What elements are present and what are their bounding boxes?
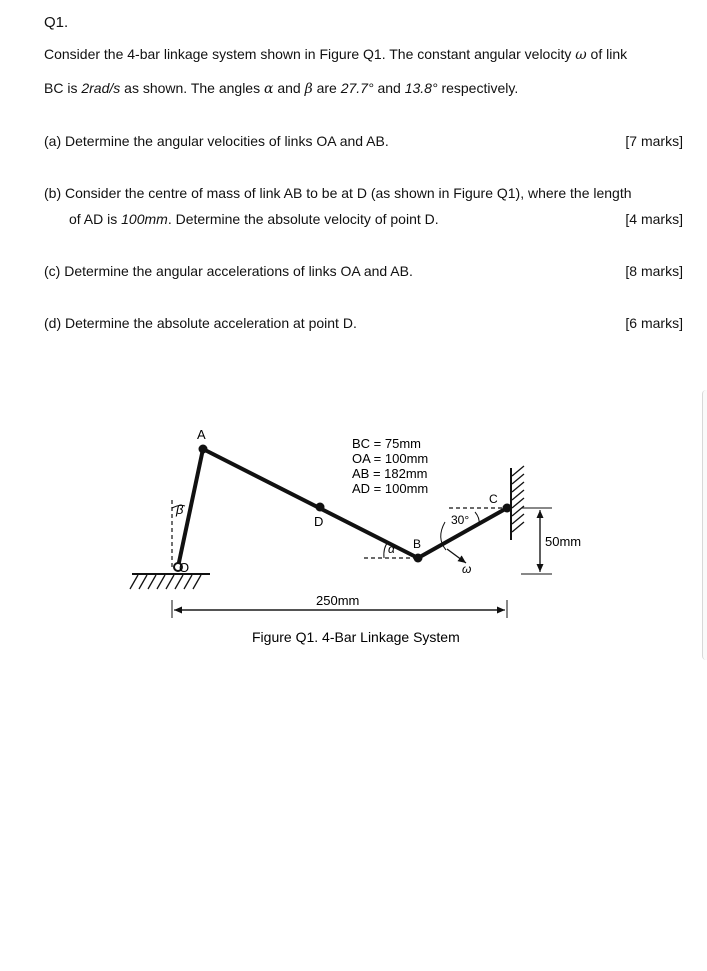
intro-text-2f: respectively. (437, 80, 519, 96)
intro-text-2c: and (273, 80, 305, 96)
part-b-text-2b: . Determine the absolute velocity of point D. (167, 211, 439, 227)
dim-ad: AD = 100mm (352, 481, 429, 496)
intro-text-2d: are (312, 80, 341, 96)
omega-arrow (447, 549, 466, 563)
horizontal-dim-label: 250mm (316, 593, 360, 608)
intro-text-2b: as shown. The angles (120, 80, 264, 96)
part-d-marks: [6 marks] (625, 315, 683, 331)
part-c-text: (c) Determine the angular accelerations of links OA and AB. (44, 263, 413, 279)
intro-text-1a: Consider the 4-bar linkage system shown in Figure Q1. The constant angular velocity (44, 46, 576, 62)
beta-label: β (176, 502, 184, 517)
angle-30-label: 30° (451, 513, 470, 527)
alpha-label: α (388, 542, 395, 556)
beta-symbol: β (304, 81, 313, 97)
label-a: A (197, 427, 206, 442)
part-b-text-2a: of AD is (69, 211, 122, 227)
joint-a (199, 445, 208, 454)
point-d (316, 503, 325, 512)
part-d-text: (d) Determine the absolute acceleration at point D. (44, 315, 357, 331)
intro-text-1b: of link (586, 46, 628, 62)
figure-caption: Figure Q1. 4-Bar Linkage System (252, 629, 460, 645)
ground-hatch-o (130, 574, 210, 589)
label-d: D (314, 514, 324, 529)
part-a-marks: [7 marks] (625, 133, 683, 149)
dim-ab: AB = 182mm (352, 466, 428, 481)
alpha-value: 27.7° (340, 80, 374, 96)
part-b-marks: [4 marks] (625, 211, 683, 227)
intro-text-2a: BC is (44, 80, 82, 96)
vertical-dim-label: 50mm (545, 534, 582, 549)
ground-hatch-c (511, 466, 524, 540)
part-c-marks: [8 marks] (625, 263, 683, 279)
part-a-text: (a) Determine the angular velocities of links OA and AB. (44, 133, 389, 149)
omega-symbol: ω (575, 47, 587, 63)
beta-value: 13.8° (404, 80, 438, 96)
omega-label: ω (462, 562, 472, 576)
dim-oa: OA = 100mm (352, 451, 429, 466)
speed-value: 2rad/s (81, 80, 121, 96)
label-o: O (179, 560, 190, 575)
dim-bc: BC = 75mm (352, 436, 421, 451)
label-c: C (489, 492, 498, 506)
part-b-line-1: (b) Consider the centre of mass of link AB to be at D (as shown in Figure Q1), where the length (44, 185, 632, 201)
label-b: B (413, 537, 422, 551)
ad-length: 100mm (121, 211, 168, 227)
alpha-symbol: α (263, 81, 274, 97)
joint-b (414, 554, 423, 563)
question-number: Q1. (44, 14, 69, 31)
intro-text-2e: and (373, 80, 405, 96)
